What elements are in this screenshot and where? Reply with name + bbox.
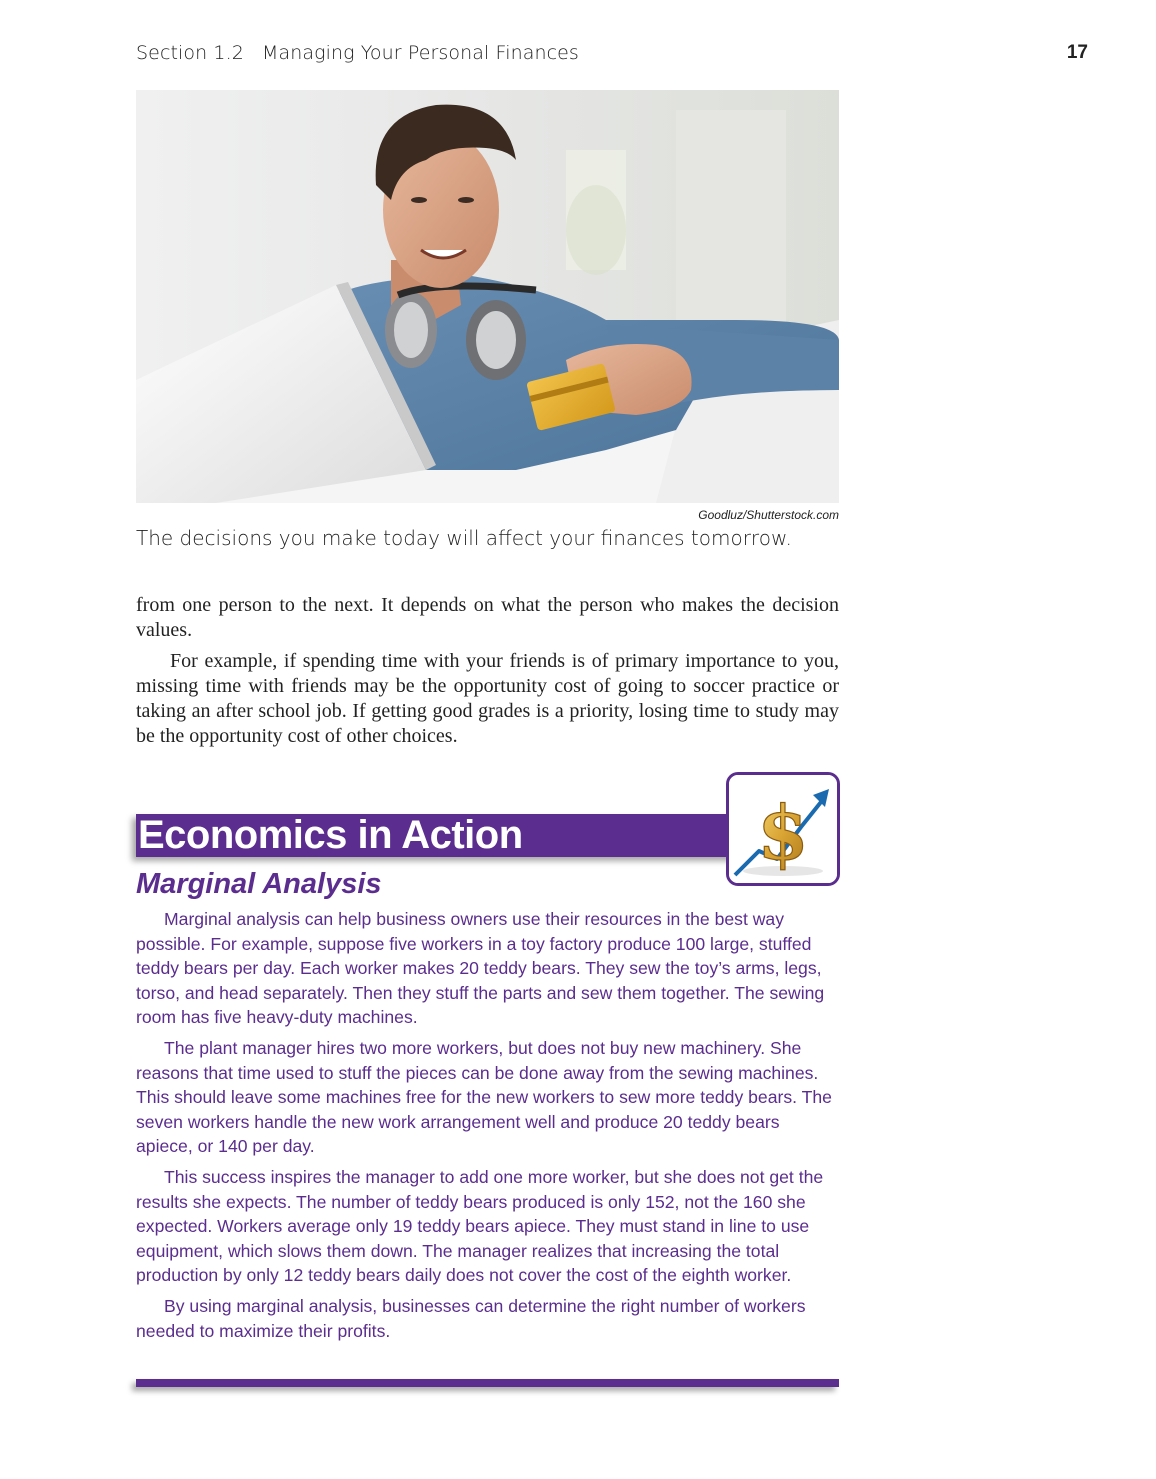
body-paragraph: For example, if spending time with your friends is of primary importance to you, missing time with friends may be the opportunity cost of going to soccer practice or taking an after school job. If getting good grades is a priority, losing time to study may be the opportunity cost of other choices.: [136, 650, 839, 747]
figure-caption: The decisions you make today will affect your finances tomorrow.: [136, 526, 792, 550]
section-number: Section 1.2: [136, 42, 244, 64]
svg-text:$: $: [757, 791, 809, 877]
economics-in-action-feature: [128, 770, 840, 1390]
feature-title: Economics in Action: [138, 813, 523, 857]
feature-paragraph: The plant manager hires two more workers, but does not buy new machinery. She reasons that time used to stuff the pieces can be done away from the sewing machines. This should leave some machines free for the new workers to sew more teddy bears. The seven workers handle the new work arrangement well and produce 20 teddy bears apiece, or 140 per day.: [136, 1037, 832, 1157]
feature-subtitle: Marginal Analysis: [136, 868, 382, 900]
section-title: Managing Your Personal Finances: [261, 42, 579, 64]
photo-credit: Goodluz/Shutterstock.com: [698, 508, 839, 522]
running-head: [136, 42, 579, 64]
body-paragraph: from one person to the next. It depends on what the person who makes the decision values.: [136, 594, 839, 641]
feature-paragraph: This success inspires the manager to add one more worker, but she does not get the results she expects. The number of teddy bears produced is only 152, not the 160 she expected. Workers average only 19 teddy bears apiece. They must stand in line to use equipment, which slows them down. The manager realizes that increasing the total production by only 12 teddy bears daily does not cover the cost of the eighth worker.: [136, 1166, 824, 1286]
page-number: 17: [1066, 42, 1088, 63]
feature-bottom-rule: [136, 1379, 839, 1387]
body-text: [136, 593, 839, 755]
photo-man-with-credit-card: [136, 90, 839, 503]
feature-paragraph: Marginal analysis can help business owners use their resources in the best way possible. For example, suppose five workers in a toy factory produce 100 large, stuffed teddy bears per day. Each worker makes 20 teddy bears. They sew the toy’s arms, legs, torso, and head separately. Then they stuff the parts and sew them together. The sewing room has five heavy-duty machines.: [136, 909, 825, 1028]
feature-body: [136, 907, 841, 1349]
feature-paragraph: By using marginal analysis, businesses can determine the right number of workers needed to maximize their profits.: [136, 1295, 806, 1341]
dollar-growth-icon: [726, 772, 840, 886]
